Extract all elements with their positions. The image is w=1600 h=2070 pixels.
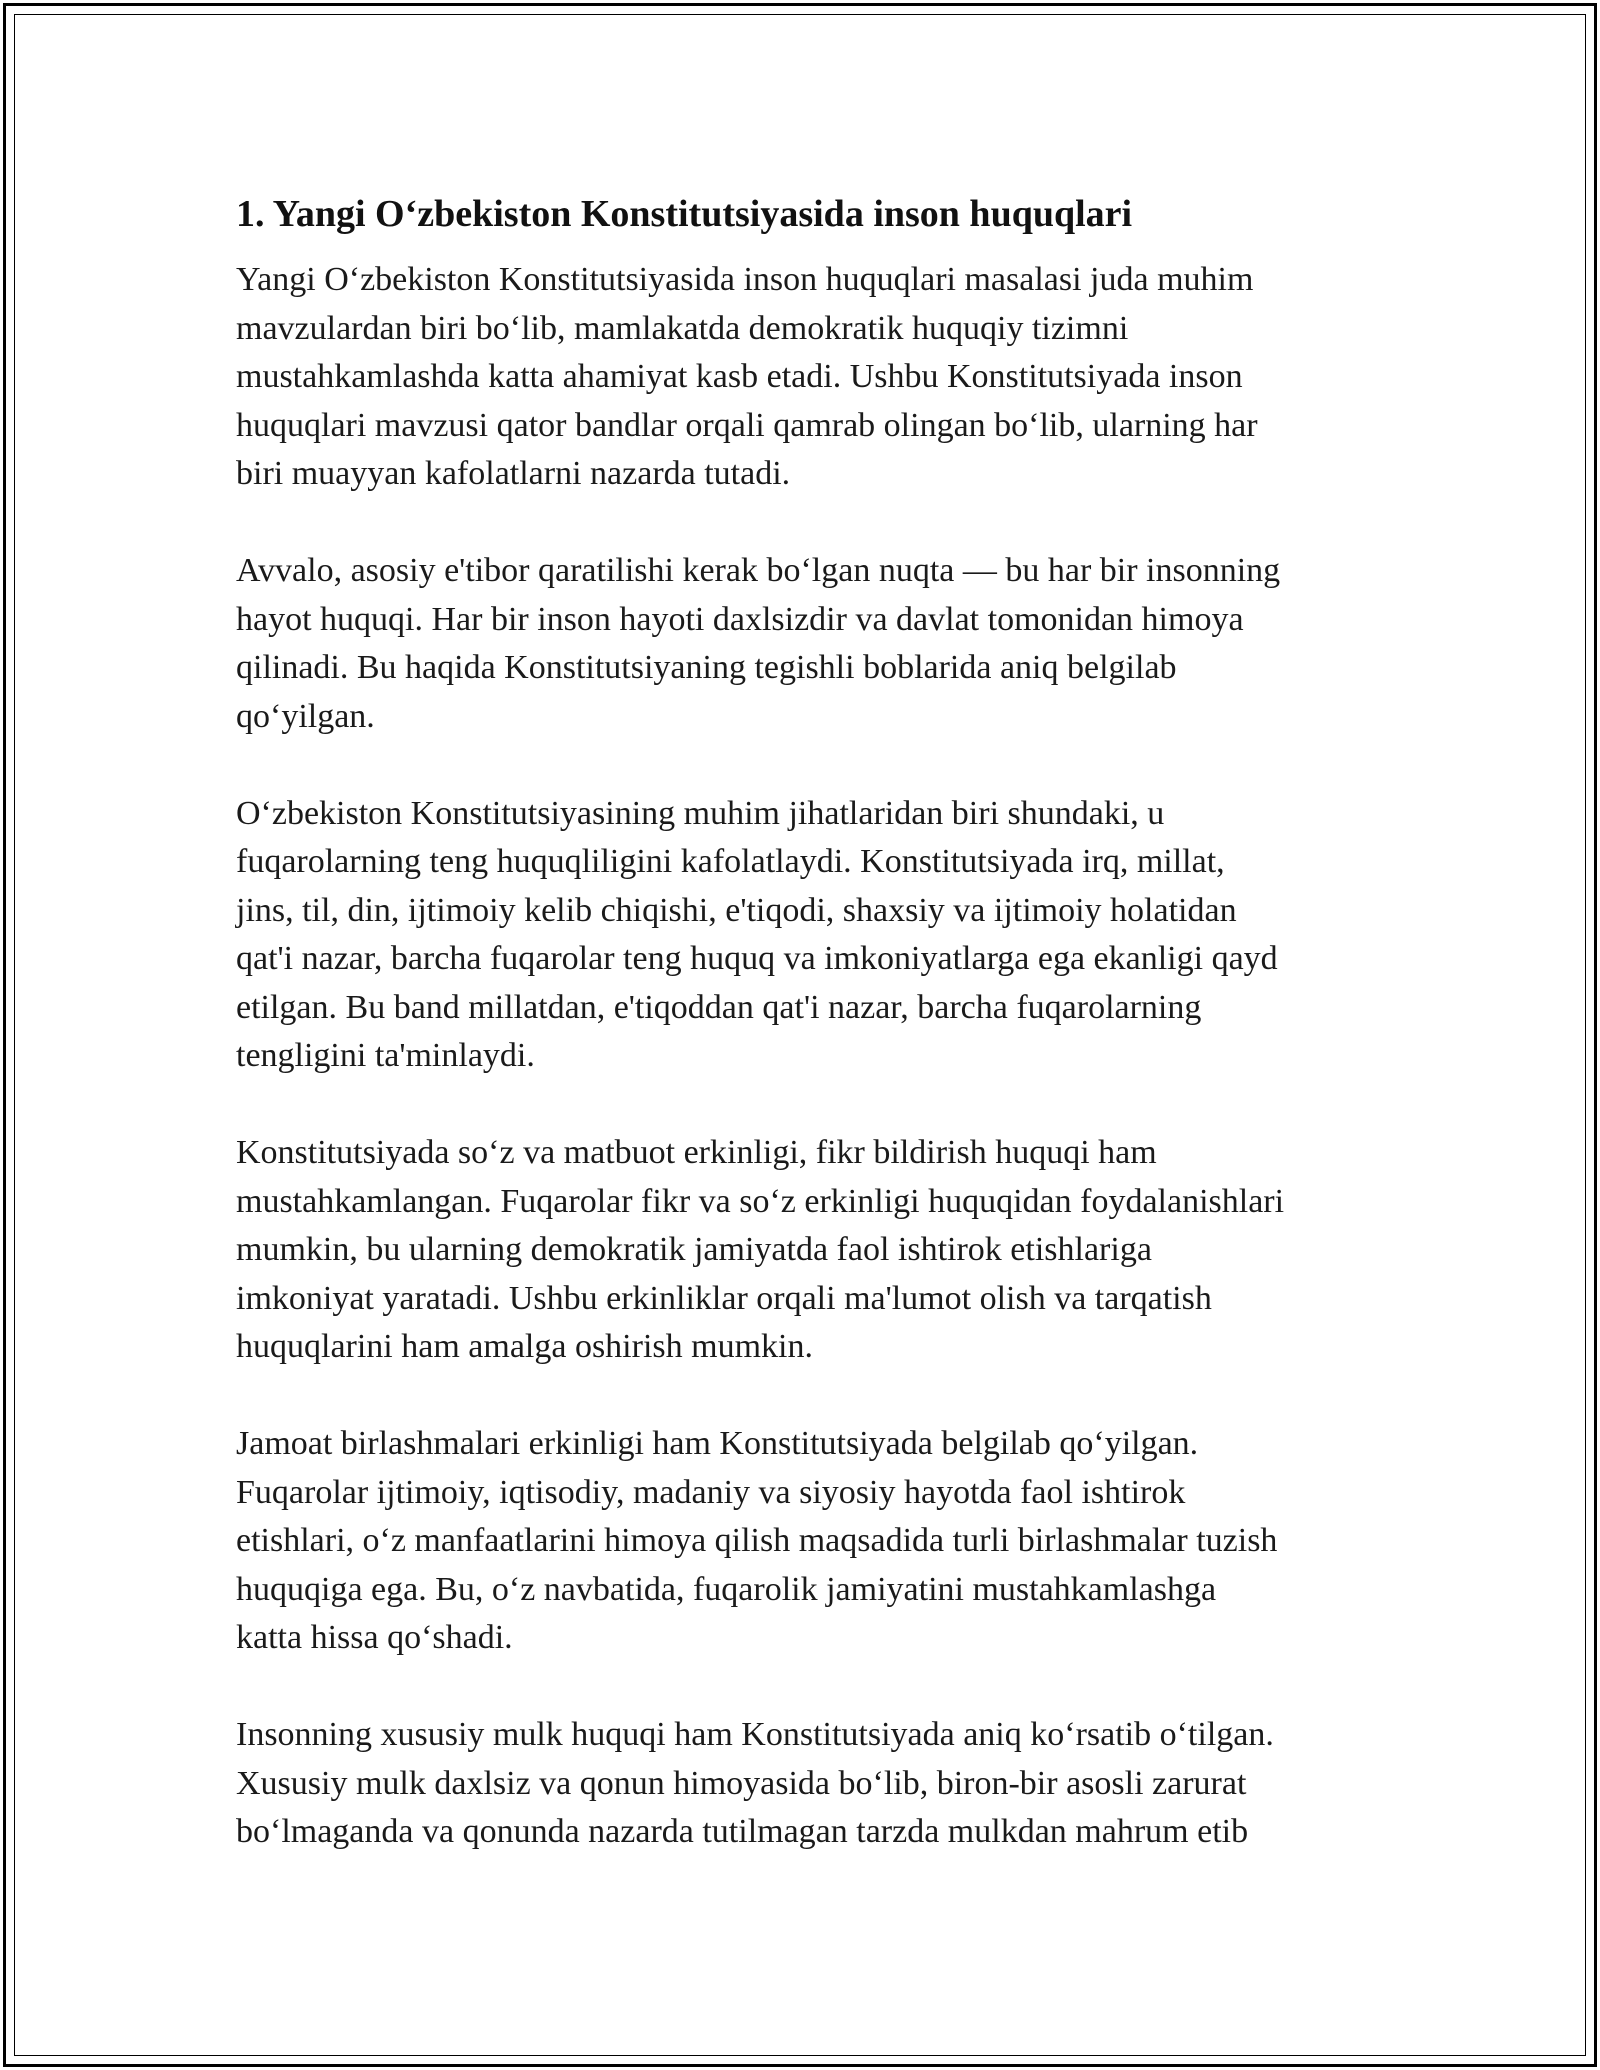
paragraph-freedom-of-association: Jamoat birlashmalari erkinligi ham Konstitutsiyada belgilab qo‘yilgan. Fuqarolar ijtimoiy, iqtisodiy, madaniy va siyosiy hayotda faol ishtirok etishlari, o‘z manfaatlarini himoya qilish maqsadida turli birlashmalar tuzish huquqiga ega. Bu, o‘z navbatida, fuqarolik jamiyatini mustahkamlashga katta hissa qo‘shadi.: [236, 1425, 1278, 1656]
document-body: [236, 186, 1396, 1905]
paragraph-right-to-life: Avvalo, asosiy e'tibor qaratilishi kerak bo‘lgan nuqta — bu har bir insonning hayot huquqi. Har bir inson hayoti daxlsizdir va davlat tomonidan himoya qilinadi. Bu haqida Konstitutsiyaning tegishli boblarida aniq belgilab qo‘yilgan.: [236, 552, 1281, 735]
section-heading: 1. Yangi O‘zbekiston Konstitutsiyasida inson huquqlari: [236, 193, 1133, 235]
paragraph-intro: Yangi O‘zbekiston Konstitutsiyasida inson huquqlari masalasi juda muhim mavzulardan biri bo‘lib, mamlakatda demokratik huquqiy tizimni mustahkamlashda katta ahamiyat kasb etadi. Ushbu Konstitutsiyada inson huquqlari mavzusi qator bandlar orqali qamrab olingan bo‘lib, ularning har biri muayyan kafolatlarni nazarda tutadi.: [236, 261, 1258, 492]
paragraph-private-property: Insonning xususiy mulk huquqi ham Konstitutsiyada aniq ko‘rsatib o‘tilgan. Xususiy mulk daxlsiz va qonun himoyasida bo‘lib, biron-bir asosli zarurat bo‘lmaganda va qonunda nazarda tutilmagan tarzda mulkdan mahrum etib: [236, 1716, 1274, 1850]
paragraph-freedom-of-speech: Konstitutsiyada so‘z va matbuot erkinligi, fikr bildirish huquqi ham mustahkamlangan. Fuqarolar fikr va so‘z erkinligi huquqidan foydalanishlari mumkin, bu ularning demokratik jamiyatda faol ishtirok etishlariga imkoniyat yaratadi. Ushbu erkinliklar orqali ma'lumot olish va tarqatish huquqlarini ham amalga oshirish mumkin.: [236, 1134, 1285, 1365]
paragraph-equality: O‘zbekiston Konstitutsiyasining muhim jihatlaridan biri shundaki, u fuqarolarning teng huquqliligini kafolatlaydi. Konstitutsiyada irq, millat, jins, til, din, ijtimoiy kelib chiqishi, e'tiqodi, shaxsiy va ijtimoiy holatidan qat'i nazar, barcha fuqarolar teng huquq va imkoniyatlarga ega ekanligi qayd etilgan. Bu band millatdan, e'tiqoddan qat'i nazar, barcha fuqarolarning tengligini ta'minlaydi.: [236, 794, 1278, 1074]
